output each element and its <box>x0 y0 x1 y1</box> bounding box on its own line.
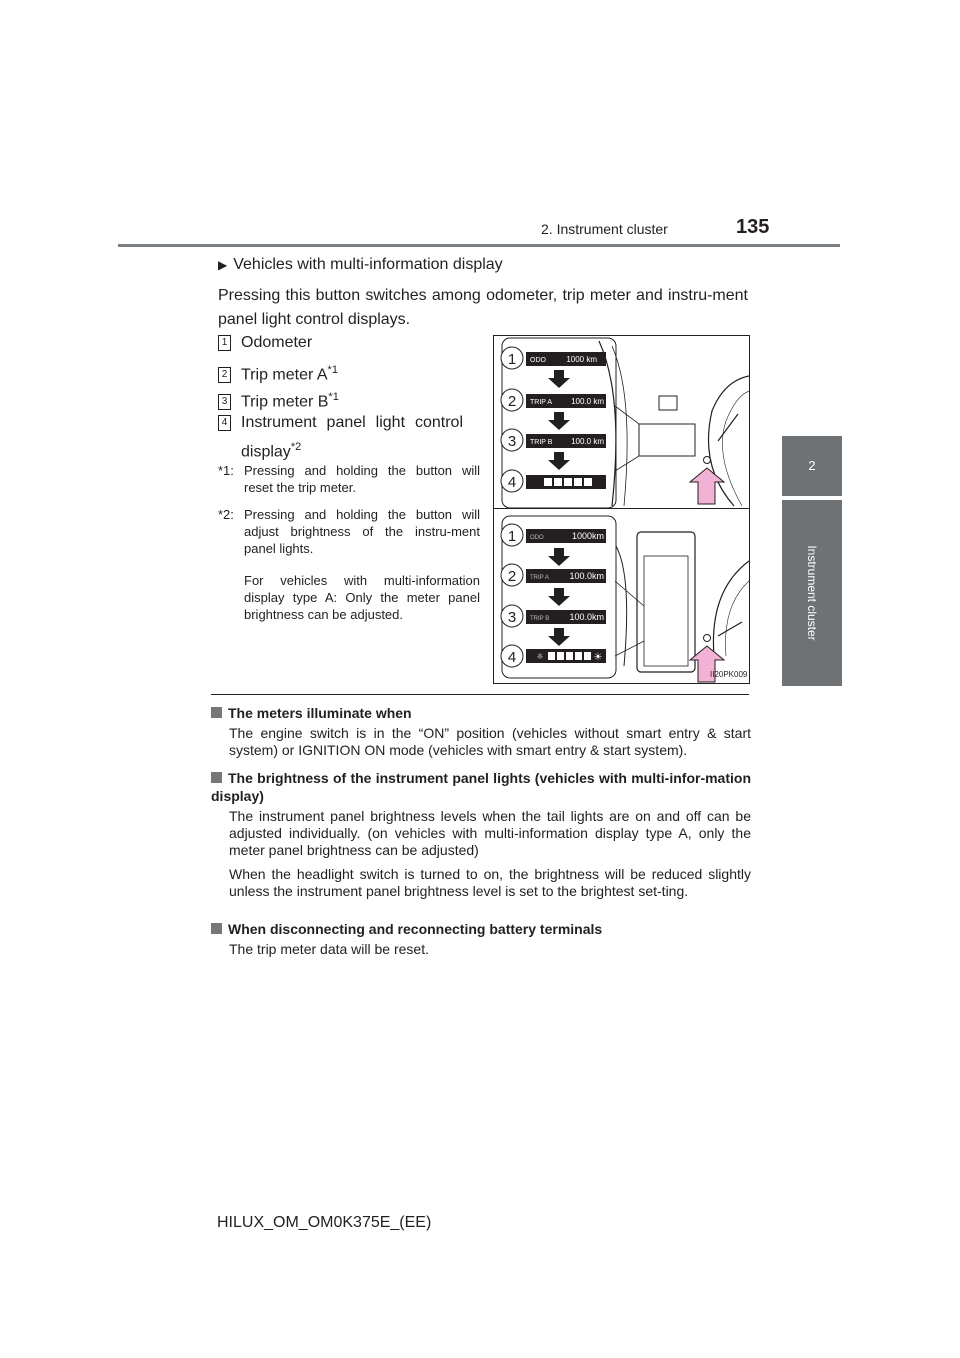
footnote-mark: *1: <box>218 463 234 478</box>
svg-text:TRIP A: TRIP A <box>530 399 553 406</box>
footnote-text: Pressing and holding the button will reset the trip meter. <box>244 463 480 495</box>
subsection-paragraph: The engine switch is in the “ON” position (vehicles without smart entry & start system) or IGNITION ON mode (vehicles with smart entry & start system). <box>229 725 751 758</box>
svg-text:1000km: 1000km <box>571 531 604 541</box>
subsection-title: The brightness of the instrument panel lights (vehicles with multi-infor-mation display) <box>211 770 751 804</box>
item-number: 3 <box>218 394 231 410</box>
item-text: Instrument panel light control display <box>241 414 463 461</box>
svg-text:TRIP B: TRIP B <box>530 616 550 622</box>
cluster-diagram <box>494 336 749 683</box>
square-bullet-icon <box>211 707 222 718</box>
svg-text:4: 4 <box>507 474 517 491</box>
section-rule <box>211 694 749 695</box>
svg-text:☼: ☼ <box>536 652 544 661</box>
svg-text:1: 1 <box>507 351 517 368</box>
document-footer: HILUX_OM_OM0K375E_(EE) <box>217 1214 432 1231</box>
square-bullet-icon <box>211 772 222 783</box>
footnote <box>218 462 480 496</box>
page-number: 135 <box>736 216 770 238</box>
subsection-paragraph: The trip meter data will be reset. <box>229 941 429 957</box>
subsection-title: When disconnecting and reconnecting battery terminals <box>211 920 751 938</box>
list-item <box>218 331 312 355</box>
chapter-tab-label-text: Instrument cluster <box>805 545 819 641</box>
footnote <box>218 506 480 557</box>
intro-bullet <box>218 256 503 274</box>
subsection-title: The meters illuminate when <box>211 704 751 722</box>
subsection-paragraph: When the headlight switch is turned to on, the brightness will be reduced slightly unless the instrument panel brightness level is set to the brightest set-ting. <box>229 866 751 899</box>
intro-paragraph: Pressing this button switches among odometer, trip meter and instru-ment panel light control displays. <box>218 287 748 328</box>
instrument-cluster-illustration <box>493 335 750 684</box>
footnote-mark: *2: <box>218 507 234 522</box>
svg-text:2: 2 <box>507 393 517 410</box>
item-footnote-ref: *1 <box>328 391 339 403</box>
subsection <box>211 704 751 759</box>
triangle-bullet-icon: ▶ <box>218 258 228 272</box>
svg-text:100.0km: 100.0km <box>569 612 604 622</box>
chapter-tab-number: 2 <box>782 436 842 496</box>
square-bullet-icon <box>211 923 222 934</box>
svg-text:100.0 km: 100.0 km <box>571 437 604 446</box>
section-title: 2. Instrument cluster <box>541 221 668 237</box>
figure-code: II20PK009 <box>710 670 748 679</box>
list-item <box>218 358 338 387</box>
svg-text:1: 1 <box>507 528 517 545</box>
item-footnote-ref: *1 <box>327 364 338 376</box>
svg-text:ODO: ODO <box>530 535 544 541</box>
svg-text:100.0 km: 100.0 km <box>571 397 604 406</box>
svg-text:100.0km: 100.0km <box>569 571 604 581</box>
figure-divider <box>493 508 750 509</box>
item-number: 1 <box>218 335 231 351</box>
intro-bullet-text: Vehicles with multi-information display <box>233 256 503 273</box>
svg-text:1000 km: 1000 km <box>566 355 597 364</box>
subsection-paragraph: The instrument panel brightness levels when the tail lights are on and off can be adjusted individually. (on vehicles with multi-information display type A, only the meter panel brightness can be adjusted) <box>229 808 751 858</box>
subsection <box>211 920 751 958</box>
footnote <box>218 572 480 623</box>
svg-text:4: 4 <box>507 649 517 666</box>
list-item <box>218 411 463 464</box>
list-item <box>218 385 339 414</box>
item-number: 4 <box>218 415 231 431</box>
item-footnote-ref: *2 <box>290 441 302 453</box>
item-text: Trip meter A <box>241 366 328 384</box>
svg-text:3: 3 <box>507 609 517 626</box>
item-number: 2 <box>218 367 231 383</box>
item-text: Odometer <box>241 334 313 351</box>
svg-text:TRIP A: TRIP A <box>530 575 549 581</box>
footnote-text: For vehicles with multi-information display type A: Only the meter panel brightness can be adjusted. <box>244 573 480 622</box>
svg-text:ODO: ODO <box>530 357 546 364</box>
chapter-tab-label <box>782 500 842 686</box>
svg-text:2: 2 <box>507 568 517 585</box>
subsection <box>211 769 751 900</box>
header-rule <box>118 244 840 247</box>
footnote-text: Pressing and holding the button will adjust brightness of the instru-ment panel lights. <box>244 507 480 556</box>
svg-text:TRIP B: TRIP B <box>530 439 553 446</box>
svg-text:3: 3 <box>507 433 517 450</box>
item-text: Trip meter B <box>241 393 329 411</box>
step-group <box>501 347 606 388</box>
svg-text:☀: ☀ <box>593 652 603 663</box>
